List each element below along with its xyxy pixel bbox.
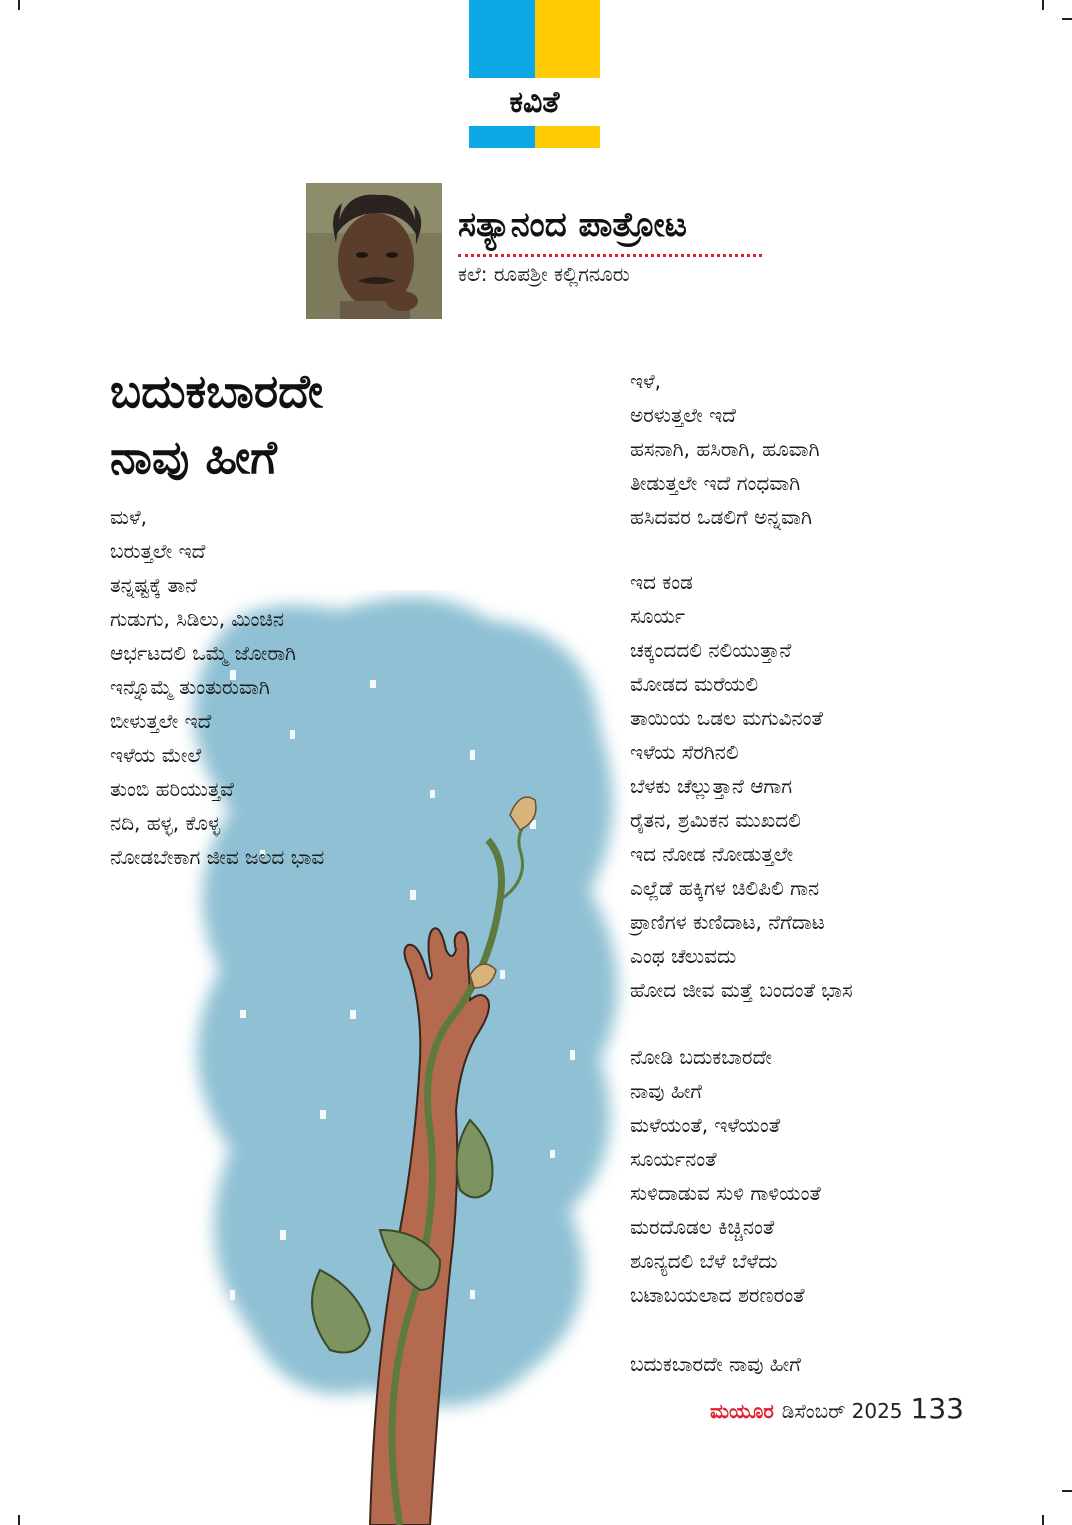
poem-line: ಎಂಥ ಚೆಲುವದು [630, 944, 737, 968]
poem-line: ರೈತನ, ಶ್ರಮಿಕನ ಮುಖದಲಿ [630, 808, 801, 832]
section-tag-yellow-top [535, 0, 600, 78]
poem-line: ಆರ್ಭಟದಲಿ ಒಮ್ಮೆ ಜೋರಾಗಿ [110, 641, 296, 665]
poem-line: ಬೀಳುತ್ತಲೇ ಇದೆ [110, 709, 212, 733]
crop-mark-bottom-left [18, 1515, 20, 1525]
poem-line: ಬೆಳಕು ಚೆಲ್ಲುತ್ತಾನೆ ಆಗಾಗ [630, 774, 793, 798]
poem-line: ನಾವು ಹೀಗೆ [630, 1079, 702, 1103]
poem-line: ಸುಳಿದಾಡುವ ಸುಳಿ ಗಾಳಿಯಂತೆ [630, 1181, 821, 1205]
poem-line: ಮಳೆಯಂತೆ, ಇಳೆಯಂತೆ [630, 1113, 781, 1137]
stanza-5 [630, 1347, 801, 1381]
section-tag-blue-bottom [469, 126, 535, 148]
crop-mark-right-bottom [1062, 1490, 1072, 1492]
stanza-2 [630, 364, 820, 534]
poem-line: ಬದುಕಬಾರದೇ ನಾವು ಹೀಗೆ [630, 1352, 801, 1376]
author-portrait-illustration [306, 183, 442, 319]
page-number: 133 [910, 1392, 964, 1425]
crop-mark-top-left [18, 0, 20, 10]
author-divider [458, 254, 762, 257]
poem-line: ನೋಡಬೇಕಾಗ ಜೀವ ಜಲದ ಭಾವ [110, 845, 325, 869]
poem-line: ಅರಳುತ್ತಲೇ ಇದೆ [630, 403, 736, 427]
poem-line: ನದಿ, ಹಳ್ಳ, ಕೊಳ್ಳ [110, 811, 221, 835]
poem-line: ತೀಡುತ್ತಲೇ ಇದೆ ಗಂಧವಾಗಿ [630, 471, 801, 495]
poem-line: ಎಲ್ಲೆಡೆ ಹಕ್ಕಿಗಳ ಚಿಲಿಪಿಲಿ ಗಾನ [630, 876, 820, 900]
section-tag-label: ಕವಿತೆ [509, 84, 560, 120]
poem-line: ಚಕ್ಕಂದದಲಿ ನಲಿಯುತ್ತಾನೆ [630, 638, 792, 662]
poem-line: ಹೋದ ಜೀವ ಮತ್ತೆ ಬಂದಂತೆ ಭಾಸ [630, 978, 853, 1002]
art-credit: ಕಲೆ: ರೂಪಶ್ರೀ ಕಲ್ಲಿಗನೂರು [458, 262, 630, 286]
poem-line: ಸೂರ್ಯ [630, 604, 686, 628]
poem-title-line: ಬದುಕಬಾರದೇ [110, 364, 323, 418]
author-name: ಸತ್ಯಾನಂದ ಪಾತ್ರೋಟ [458, 205, 687, 245]
issue-date: ಡಿಸೆಂಬರ್ 2025 [781, 1399, 903, 1423]
crop-mark-bottom-right [1042, 1515, 1044, 1525]
poem-line: ಇದ ನೋಡ ನೋಡುತ್ತಲೇ [630, 842, 794, 866]
author-photo [306, 183, 442, 319]
poem-line: ಬಟಾಬಯಲಾದ ಶರಣರಂತೆ [630, 1283, 805, 1307]
poem-line: ಹಸಿದವರ ಒಡಲಿಗೆ ಅನ್ನವಾಗಿ [630, 505, 812, 529]
page-footer [710, 1392, 964, 1428]
poem-line: ಬರುತ್ತಲೇ ಇದೆ [110, 539, 206, 563]
section-tag-yellow-bottom [535, 126, 600, 148]
poem-line: ನೋಡಿ ಬದುಕಬಾರದೇ [630, 1045, 772, 1069]
stanza-1 [110, 500, 324, 874]
stanza-4 [630, 1040, 821, 1312]
poem-line: ಶೂನ್ಯದಲಿ ಬೆಳೆ ಬೆಳೆದು [630, 1249, 778, 1273]
poem-line: ಇಳೆಯ ಮೇಲೆ [110, 743, 202, 767]
poem-line: ತುಂಬಿ ಹರಿಯುತ್ತವೆ [110, 777, 234, 801]
poem-line: ಇಳೆಯ ಸೆರಗಿನಲಿ [630, 740, 739, 764]
poem-line: ಗುಡುಗು, ಸಿಡಿಲು, ಮಿಂಚಿನ [110, 607, 284, 631]
section-tag [469, 0, 600, 148]
poem-line: ಪ್ರಾಣಿಗಳ ಕುಣಿದಾಟ, ನೆಗೆದಾಟ [630, 910, 825, 934]
poem-line: ಹಸನಾಗಿ, ಹಸಿರಾಗಿ, ಹೂವಾಗಿ [630, 437, 820, 461]
poem-line: ಮೋಡದ ಮರೆಯಲಿ [630, 672, 759, 696]
poem-line: ತನ್ನಷ್ಟಕ್ಕೆ ತಾನೆ [110, 573, 198, 597]
poem-line: ಸೂರ್ಯನಂತೆ [630, 1147, 717, 1171]
poem-title [110, 358, 323, 490]
poem-line: ಇದ ಕಂಡ [630, 570, 693, 594]
stanza-3 [630, 565, 853, 1007]
poem-line: ಇಳೆ, [630, 369, 662, 393]
section-tag-blue-top [469, 0, 535, 78]
poem-line: ಮಳೆ, [110, 505, 148, 529]
poem-line: ಮರದೊಡಲ ಕಿಚ್ಚಿನಂತೆ [630, 1215, 775, 1239]
crop-mark-right-top [1062, 18, 1072, 20]
magazine-name: ಮಯೂರ [710, 1399, 774, 1423]
poem-line: ಇನ್ನೊಮ್ಮೆ ತುಂತುರುವಾಗಿ [110, 675, 270, 699]
poem-line: ತಾಯಿಯ ಒಡಲ ಮಗುವಿನಂತೆ [630, 706, 823, 730]
crop-mark-top-right [1042, 0, 1044, 10]
poem-title-line: ನಾವು ಹೀಗೆ [110, 430, 277, 484]
